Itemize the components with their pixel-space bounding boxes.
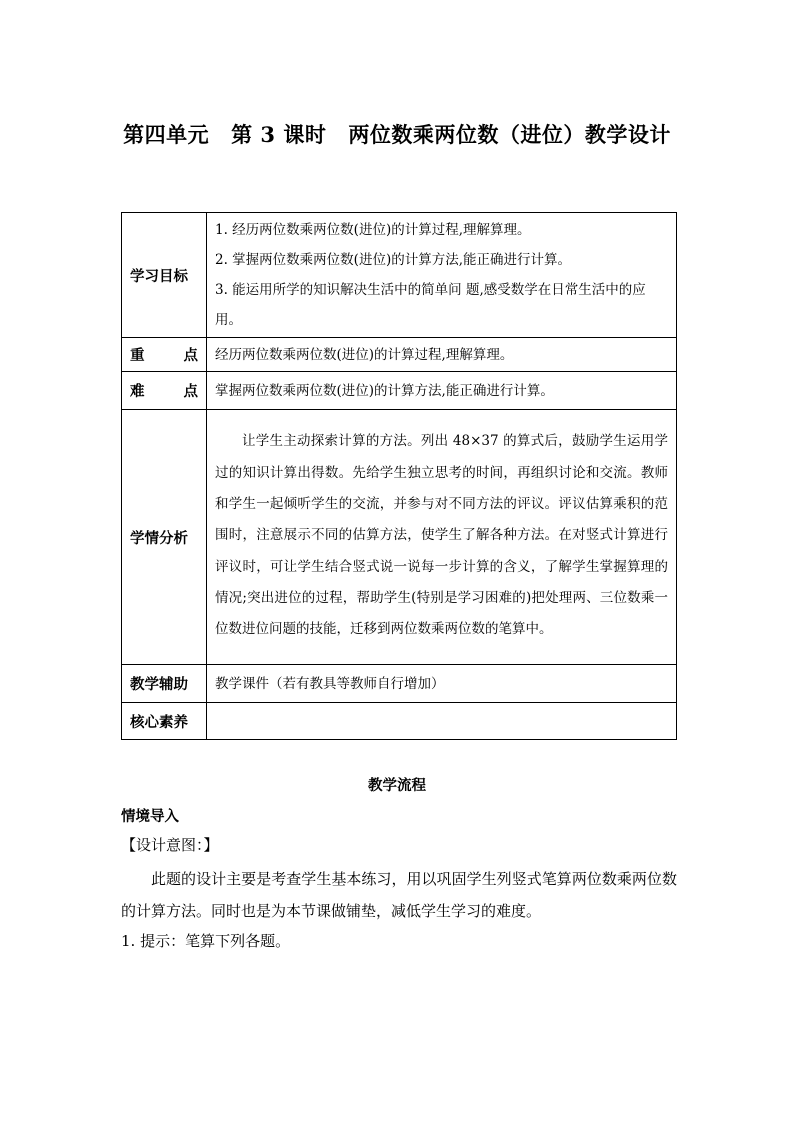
table-row-literacy xyxy=(122,703,677,740)
design-intent-text: 此题的设计主要是考查学生基本练习，用以巩固学生列竖式笔算两位数乘两位数的计算方法。同时也是为本节课做铺垫，减低学生学习的难度。 xyxy=(121,870,677,920)
table-row-analysis xyxy=(122,410,677,665)
difficulty-value: 掌握两位数乘两位数(进位)的计算方法,能正确进行计算。 xyxy=(207,372,677,410)
table-row-aids xyxy=(122,665,677,703)
analysis-content xyxy=(207,410,677,665)
title-topic: 两位数乘两位数（进位）教学设计 xyxy=(348,122,671,147)
key-point-label-char-2: 点 xyxy=(183,348,198,364)
title-lesson: 第 3 课时 xyxy=(231,122,327,147)
goals-content xyxy=(207,213,677,338)
title-unit: 第四单元 xyxy=(123,122,210,147)
difficulty-label xyxy=(122,372,207,410)
lesson-design-table xyxy=(121,212,677,740)
table-row-goals xyxy=(122,213,677,338)
literacy-label: 核心素养 xyxy=(122,703,207,740)
goal-item-1: 1. 经历两位数乘两位数(进位)的计算过程,理解算理。 xyxy=(215,222,531,238)
difficulty-label-char-1: 难 xyxy=(130,384,145,400)
goals-label: 学习目标 xyxy=(122,213,207,338)
flow-title: 教学流程 xyxy=(368,778,426,794)
aids-value: 教学课件（若有教具等教师自行增加） xyxy=(207,665,677,703)
difficulty-label-char-2: 点 xyxy=(183,384,198,400)
key-point-label-char-1: 重 xyxy=(130,348,145,364)
key-point-value: 经历两位数乘两位数(进位)的计算过程,理解算理。 xyxy=(207,338,677,372)
analysis-label: 学情分析 xyxy=(122,410,207,665)
hint-line: 1. 提示：笔算下列各题。 xyxy=(121,932,291,950)
design-intent-label: 【设计意图：】 xyxy=(121,836,219,854)
page-title xyxy=(0,119,794,149)
table-row-key-point xyxy=(122,338,677,372)
goal-item-3: 3. 能运用所学的知识解决生活中的简单问 题,感受数学在日常生活中的应用。 xyxy=(215,282,646,328)
goal-item-2: 2. 掌握两位数乘两位数(进位)的计算方法,能正确进行计算。 xyxy=(215,252,571,268)
analysis-text: 让学生主动探索计算的方法。列出 48×37 的算式后，鼓励学生运用学过的知识计算出得数。先给学生独立思考的时间，再组织讨论和交流。教师和学生一起倾听学生的交流，并参与对不同方法的评议。评议估算乘积的范围时，注意展示不同的估算方法，使学生了解各种方法。在对竖式计算进行评议时，可让学生结合竖式说一说每一步计算的含义，了解学生掌握算理的情况;突出进位的过程，帮助学生(特别是学习困难的)把处理两、三位数乘一位数进位问题的技能，迁移到两位数乘两位数的笔算中。 xyxy=(215,433,668,638)
section-heading: 情境导入 xyxy=(121,809,179,825)
table-row-difficulty xyxy=(122,372,677,410)
literacy-value xyxy=(207,703,677,740)
aids-label: 教学辅助 xyxy=(122,665,207,703)
key-point-label xyxy=(122,338,207,372)
